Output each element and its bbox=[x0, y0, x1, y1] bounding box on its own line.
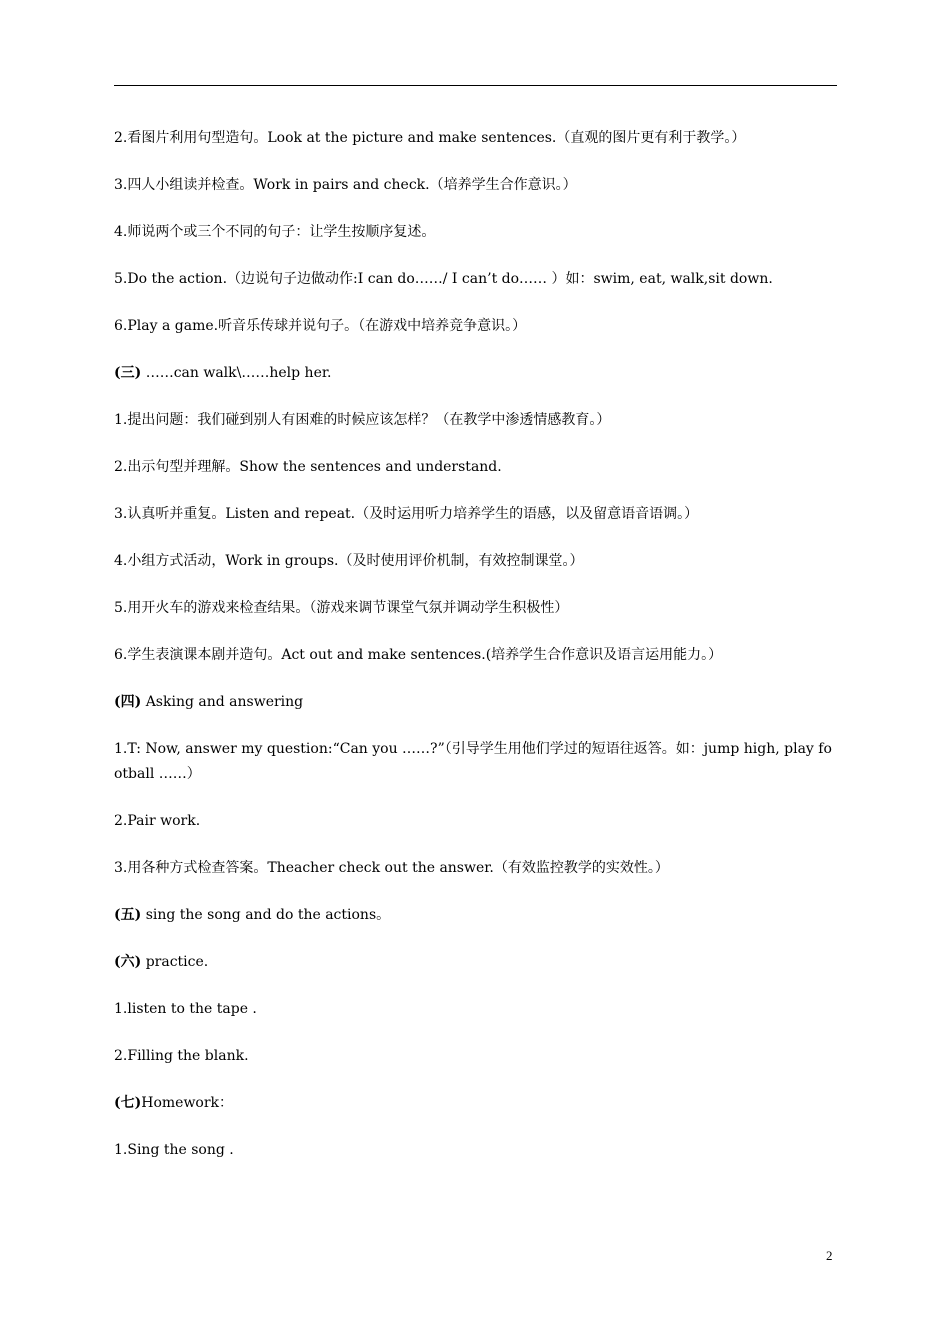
step-line: 3.用各种方式检查答案。Theacher check out the answer.（有效监控教学的实效性。） bbox=[114, 860, 669, 876]
step-line: 5.用开火车的游戏来检查结果。（游戏来调节课堂气氛并调动学生积极性） bbox=[114, 600, 569, 616]
step-line: 2.看图片利用句型造句。Look at the picture and make sentences.（直观的图片更有利于教学。） bbox=[114, 130, 746, 146]
step-line: 4.师说两个或三个不同的句子：让学生按顺序复述。 bbox=[114, 224, 436, 240]
step-line: 2.Filling the blank. bbox=[114, 1048, 249, 1064]
step-line: 1.listen to the tape . bbox=[114, 1001, 257, 1017]
section-heading: (四) Asking and answering bbox=[114, 694, 304, 710]
step-line: 1.提出问题：我们碰到别人有困难的时候应该怎样？（在教学中渗透情感教育。） bbox=[114, 412, 611, 428]
step-line: 6.Play a game.听音乐传球并说句子。（在游戏中培养竞争意识。） bbox=[114, 318, 527, 334]
step-line: 3.四人小组读并检查。Work in pairs and check.（培养学生合作意识。） bbox=[114, 177, 577, 193]
section-heading: (六) practice. bbox=[114, 954, 209, 970]
step-line: 5.Do the action.（边说句子边做动作:I can do……/ I can’t do…… ）如：swim, eat, walk,sit down. bbox=[114, 271, 773, 287]
section-heading: (七)Homework： bbox=[114, 1095, 234, 1111]
step-line: 2.Pair work. bbox=[114, 813, 201, 829]
step-line: 1.T: Now, answer my question:“Can you ……?”（引导学生用他们学过的短语往返答。如：jump high, play football ……） bbox=[114, 741, 832, 782]
step-line: 4.小组方式活动，Work in groups.（及时使用评价机制，有效控制课堂。） bbox=[114, 553, 584, 569]
header-rule bbox=[114, 85, 837, 86]
section-heading: (五) sing the song and do the actions。 bbox=[114, 907, 391, 923]
step-line: 6.学生表演课本剧并造句。Act out and make sentences.(培养学生合作意识及语言运用能力。） bbox=[114, 647, 723, 663]
section-heading: (三) ……can walk\……help her. bbox=[114, 365, 332, 381]
page-number: 2 bbox=[826, 1248, 833, 1263]
step-line: 1.Sing the song . bbox=[114, 1142, 234, 1158]
step-line: 2.出示句型并理解。Show the sentences and understand. bbox=[114, 459, 502, 475]
step-line: 3.认真听并重复。Listen and repeat.（及时运用听力培养学生的语感，以及留意语音语调。） bbox=[114, 506, 699, 522]
document-body bbox=[114, 126, 840, 1185]
